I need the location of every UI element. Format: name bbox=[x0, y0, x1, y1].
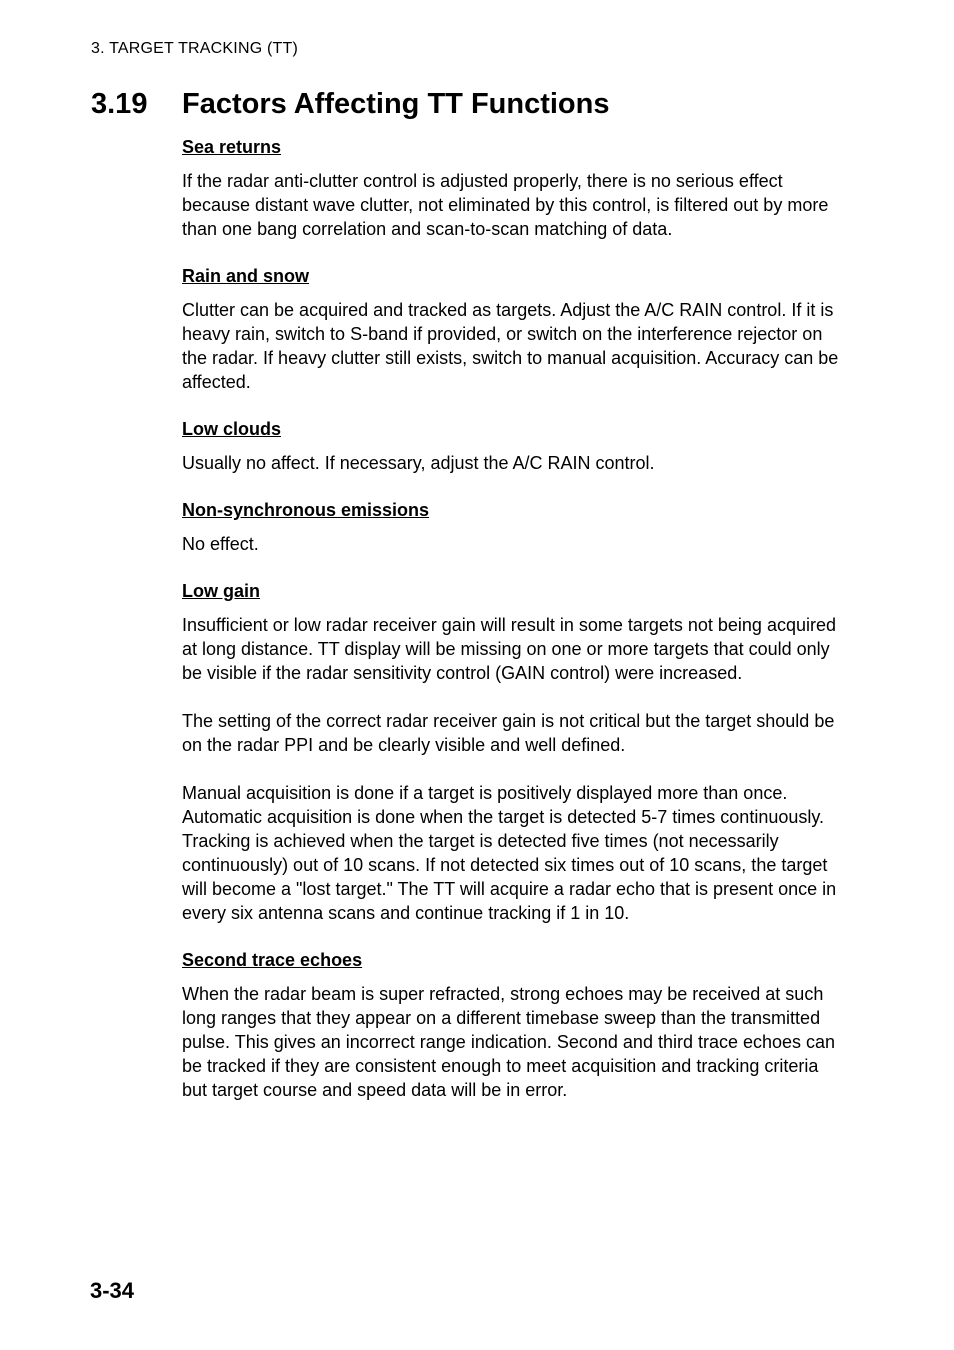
subsection-heading: Low gain bbox=[182, 581, 260, 601]
subsection-heading: Low clouds bbox=[182, 419, 281, 439]
section-title-text: Factors Affecting TT Functions bbox=[182, 88, 610, 120]
subsection-sea-returns bbox=[182, 136, 847, 241]
paragraph: Clutter can be acquired and tracked as targets. Adjust the A/C RAIN control. If it is heavy rain, switch to S-band if provided, or switch on the interference rejector on the radar. If heavy clutter still exists, switch to manual acquisition. Accuracy can be affected. bbox=[182, 300, 839, 392]
subsection-low-gain bbox=[182, 580, 847, 925]
page-content bbox=[182, 136, 847, 1126]
subsection-heading: Rain and snow bbox=[182, 266, 310, 286]
subsection-non-synchronous-emissions bbox=[182, 499, 847, 556]
paragraph: When the radar beam is super refracted, strong echoes may be received at such long ranges that they appear on a different timebase sweep than the transmitted pulse. This gives an incorrect range indication. Second and third trace echoes can be tracked if they are consistent enough to meet acquisition and tracking criteria but target course and speed data will be in error. bbox=[182, 984, 836, 1100]
paragraph: The setting of the correct radar receiver gain is not critical but the target should be on the radar PPI and be clearly visible and well defined. bbox=[182, 711, 835, 755]
paragraph: No effect. bbox=[182, 534, 259, 554]
subsection-heading: Sea returns bbox=[182, 137, 282, 157]
paragraph: Usually no affect. If necessary, adjust the A/C RAIN control. bbox=[182, 453, 655, 473]
paragraph: Insufficient or low radar receiver gain will result in some targets not being acquired at long distance. TT display will be missing on one or more targets that could only be visible if the radar sensitivity control (GAIN control) were increased. bbox=[182, 615, 836, 683]
section-number: 3.19 bbox=[91, 88, 148, 120]
subsection-heading: Second trace echoes bbox=[182, 950, 363, 970]
subsection-low-clouds bbox=[182, 418, 847, 475]
paragraph: Manual acquisition is done if a target is positively displayed more than once. Automatic acquisition is done when the target is detected 5-7 times continuously. Tracking is achieved when the target is detected five times (not necessarily continuously) out of 10 scans. If not detected six times out of 10 scans, the target will become a "lost target." The TT will acquire a radar echo that is present once in every six antenna scans and continue tracking if 1 in 10. bbox=[182, 783, 837, 923]
subsection-rain-and-snow bbox=[182, 265, 847, 394]
paragraph: If the radar anti-clutter control is adjusted properly, there is no serious effect because distant wave clutter, not eliminated by this control, is filtered out by more than one bang correlation and scan-to-scan matching of data. bbox=[182, 171, 829, 239]
subsection-heading: Non-synchronous emissions bbox=[182, 500, 430, 520]
section-title bbox=[91, 88, 609, 121]
subsection-second-trace-echoes bbox=[182, 949, 847, 1102]
running-header: 3. TARGET TRACKING (TT) bbox=[91, 40, 298, 57]
page-number: 3-34 bbox=[90, 1278, 135, 1303]
